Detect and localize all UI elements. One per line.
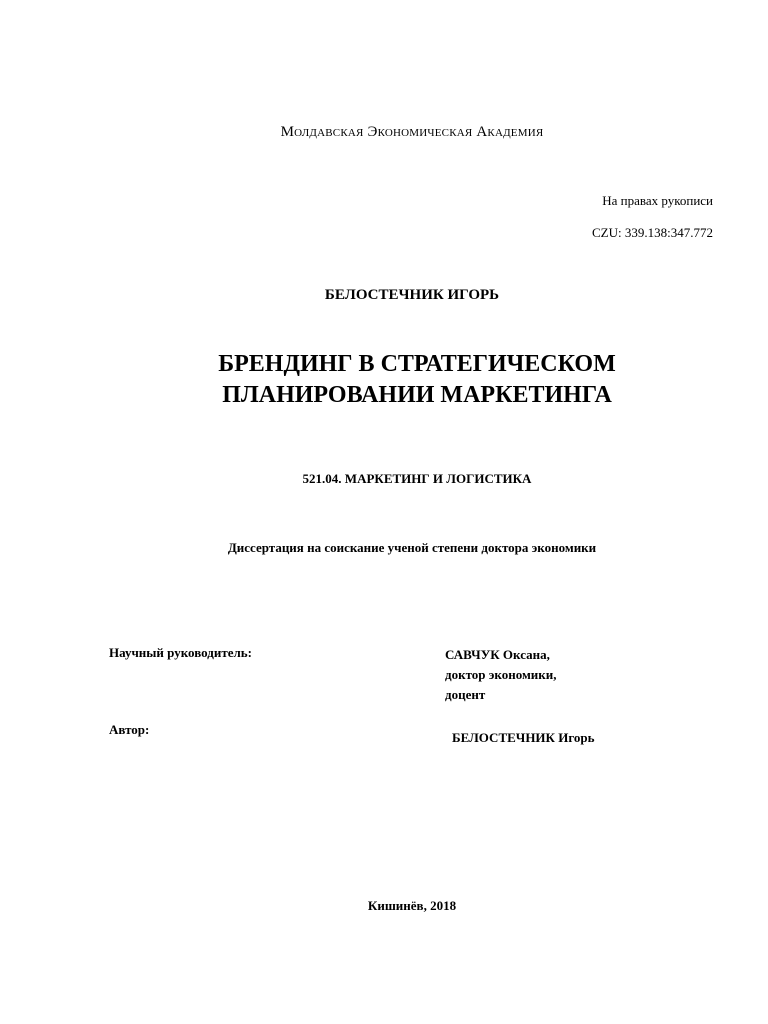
dissertation-type: Диссертация на соискание ученой степени доктора экономики <box>227 540 597 555</box>
specialty-code: 521.04. МАРКЕТИНГ И ЛОГИСТИКА <box>302 471 532 486</box>
czu-code: CZU: 339.138:347.772 <box>592 225 713 240</box>
supervisor-degree: доктор экономики, <box>445 667 557 682</box>
author-value: БЕЛОСТЕЧНИК Игорь <box>452 730 595 745</box>
supervisor-info <box>445 645 557 705</box>
author-name-heading: БЕЛОСТЕЧНИК ИГОРЬ <box>324 287 500 303</box>
title-line-2: ПЛАНИРОВАНИИ МАРКЕТИНГА <box>222 382 612 408</box>
institution-name: Молдавская Экономическая Академия <box>280 124 544 140</box>
supervisor-label: Научный руководитель: <box>109 645 252 660</box>
title-line-1: БРЕНДИНГ В СТРАТЕГИЧЕСКОМ <box>218 351 616 377</box>
supervisor-rank: доцент <box>445 687 486 702</box>
rights-notice: На правах рукописи <box>602 193 713 208</box>
author-label: Автор: <box>109 722 150 737</box>
supervisor-name: САВЧУК Оксана, <box>445 647 550 662</box>
dissertation-title <box>0 349 768 411</box>
city-year: Кишинёв, 2018 <box>367 898 457 913</box>
